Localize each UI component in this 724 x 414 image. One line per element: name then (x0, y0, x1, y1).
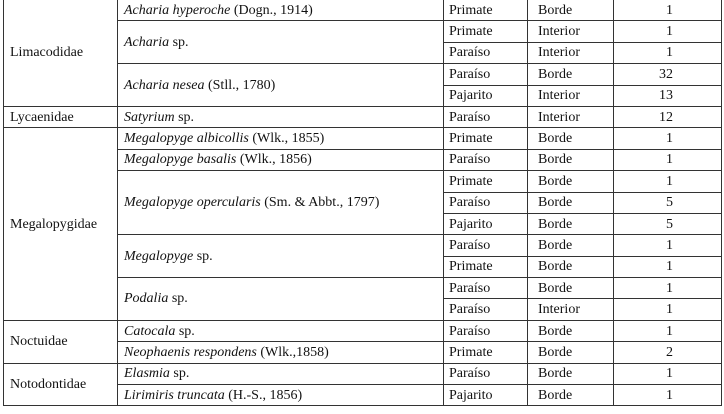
species-name: Megalopyge (124, 248, 194, 264)
species-cell (118, 342, 444, 363)
count-cell: 5 (614, 192, 722, 213)
count-cell: 12 (614, 106, 722, 127)
site-cell: Primate (444, 342, 528, 363)
count-cell: 1 (614, 128, 722, 149)
species-cell (118, 149, 444, 170)
species-author: sp. (169, 34, 189, 50)
habitat-cell: Borde (528, 0, 614, 21)
species-name: Megalopyge opercularis (124, 195, 261, 211)
count-cell: 1 (614, 42, 722, 63)
species-author: sp. (174, 109, 195, 125)
count-cell: 1 (614, 171, 722, 192)
site-cell: Pajarito (444, 213, 528, 234)
species-name: Neophaenis respondens (124, 344, 257, 360)
site-cell: Pajarito (444, 85, 528, 106)
count-cell: 1 (614, 320, 722, 341)
count-cell: 1 (614, 299, 722, 320)
species-name: Elasmia (124, 366, 170, 382)
site-cell: Primate (444, 171, 528, 192)
species-name: Megalopyge basalis (124, 152, 237, 168)
habitat-cell: Borde (528, 192, 614, 213)
species-author: (Sm. & Abbt., 1797) (260, 195, 380, 211)
habitat-cell: Borde (528, 128, 614, 149)
habitat-cell: Borde (528, 320, 614, 341)
family-cell: Limacodidae (4, 0, 118, 106)
species-cell (118, 106, 444, 127)
count-cell: 5 (614, 213, 722, 234)
species-table-body (4, 0, 722, 406)
habitat-cell: Borde (528, 149, 614, 170)
table-row (4, 106, 722, 127)
site-cell: Paraíso (444, 278, 528, 299)
species-cell (118, 235, 444, 278)
species-cell (118, 21, 444, 64)
species-author: sp. (169, 366, 190, 382)
species-name: Satyrium (124, 109, 175, 125)
family-cell: Megalopygidae (4, 128, 118, 321)
site-cell: Paraíso (444, 363, 528, 384)
site-cell: Pajarito (444, 385, 528, 406)
family-cell: Lycaenidae (4, 106, 118, 127)
site-cell: Paraíso (444, 106, 528, 127)
count-cell: 1 (614, 0, 722, 21)
family-cell: Noctuidae (4, 320, 118, 363)
site-cell: Paraíso (444, 64, 528, 85)
count-cell: 1 (614, 235, 722, 256)
habitat-cell: Borde (528, 278, 614, 299)
species-author: (Stll., 1780) (204, 77, 276, 93)
count-cell: 13 (614, 85, 722, 106)
site-cell: Primate (444, 0, 528, 21)
habitat-cell: Interior (528, 85, 614, 106)
count-cell: 1 (614, 256, 722, 277)
species-name: Acharia (124, 34, 170, 50)
species-cell (118, 320, 444, 341)
site-cell: Paraíso (444, 320, 528, 341)
species-cell (118, 171, 444, 235)
site-cell: Paraíso (444, 192, 528, 213)
species-cell (118, 385, 444, 406)
count-cell: 1 (614, 149, 722, 170)
habitat-cell: Interior (528, 106, 614, 127)
habitat-cell: Borde (528, 256, 614, 277)
species-name: Megalopyge albicollis (124, 131, 249, 147)
habitat-cell: Borde (528, 213, 614, 234)
species-author: (H.-S., 1856) (224, 387, 303, 403)
count-cell: 1 (614, 21, 722, 42)
site-cell: Paraíso (444, 299, 528, 320)
habitat-cell: Borde (528, 385, 614, 406)
site-cell: Primate (444, 256, 528, 277)
count-cell: 1 (614, 278, 722, 299)
habitat-cell: Borde (528, 342, 614, 363)
table-row (4, 363, 722, 384)
count-cell: 1 (614, 385, 722, 406)
table-row (4, 0, 722, 21)
species-table (3, 0, 722, 406)
species-name: Acharia hyperoche (124, 2, 231, 18)
site-cell: Primate (444, 128, 528, 149)
site-cell: Paraíso (444, 149, 528, 170)
species-cell (118, 64, 444, 107)
species-author: sp. (193, 248, 213, 264)
habitat-cell: Interior (528, 299, 614, 320)
species-name: Catocala (124, 323, 176, 339)
species-author: (Wlk., 1855) (248, 131, 325, 147)
count-cell: 32 (614, 64, 722, 85)
habitat-cell: Borde (528, 235, 614, 256)
habitat-cell: Borde (528, 171, 614, 192)
count-cell: 2 (614, 342, 722, 363)
species-cell (118, 0, 444, 21)
species-cell (118, 278, 444, 321)
species-cell (118, 128, 444, 149)
site-cell: Primate (444, 21, 528, 42)
species-cell (118, 363, 444, 384)
site-cell: Paraíso (444, 235, 528, 256)
table-row (4, 128, 722, 149)
species-author: (Wlk.,1858) (256, 344, 329, 360)
table-row (4, 320, 722, 341)
habitat-cell: Borde (528, 363, 614, 384)
species-name: Lirimiris truncata (124, 387, 225, 403)
species-author: sp. (175, 323, 195, 339)
species-author: (Dogn., 1914) (230, 2, 313, 18)
habitat-cell: Interior (528, 21, 614, 42)
habitat-cell: Interior (528, 42, 614, 63)
count-cell: 1 (614, 363, 722, 384)
site-cell: Paraíso (444, 42, 528, 63)
species-author: sp. (168, 291, 188, 307)
habitat-cell: Borde (528, 64, 614, 85)
species-name: Podalia (124, 291, 169, 307)
species-author: (Wlk., 1856) (236, 152, 312, 168)
species-name: Acharia nesea (124, 77, 205, 93)
family-cell: Notodontidae (4, 363, 118, 406)
